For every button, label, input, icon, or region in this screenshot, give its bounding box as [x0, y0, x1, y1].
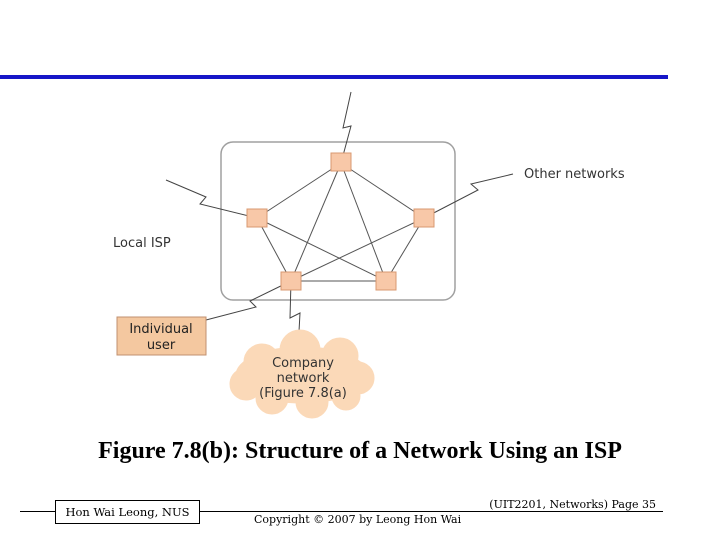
footer-copyright: Copyright © 2007 by Leong Hon Wai: [254, 513, 462, 526]
link-right-bottomleft: [291, 218, 424, 281]
router-top: [331, 153, 351, 171]
link-left-bottomright: [257, 218, 386, 281]
wan-link-left: [166, 180, 257, 218]
wan-link-other-networks: [424, 174, 513, 218]
figure-caption: Figure 7.8(b): Structure of a Network Using an ISP: [98, 438, 622, 464]
footer-rule-right: [198, 511, 663, 512]
local-isp-label: Local ISP: [113, 236, 171, 251]
company-network-label-line3: (Figure 7.8(a): [259, 386, 347, 401]
individual-user-label-line1: Individual: [129, 322, 193, 337]
link-top-bottomleft: [291, 163, 341, 281]
company-network-label-line2: network: [276, 371, 330, 386]
other-networks-label: Other networks: [524, 167, 625, 182]
router-bottom-left: [281, 272, 301, 290]
footer-rule-left: [20, 511, 56, 512]
router-bottom-right: [376, 272, 396, 290]
link-top-right: [341, 163, 424, 218]
router-left: [247, 209, 267, 227]
link-top-left: [257, 163, 341, 218]
wan-link-top: [341, 92, 351, 163]
company-network-label-line1: Company: [272, 356, 334, 371]
footer-page: (UIT2201, Networks) Page 35: [489, 498, 656, 511]
isp-links: [257, 163, 424, 281]
footer-author: Hon Wai Leong, NUS: [55, 500, 200, 524]
router-right: [414, 209, 434, 227]
individual-user-label-line2: user: [146, 338, 176, 353]
link-top-bottomright: [341, 163, 386, 281]
